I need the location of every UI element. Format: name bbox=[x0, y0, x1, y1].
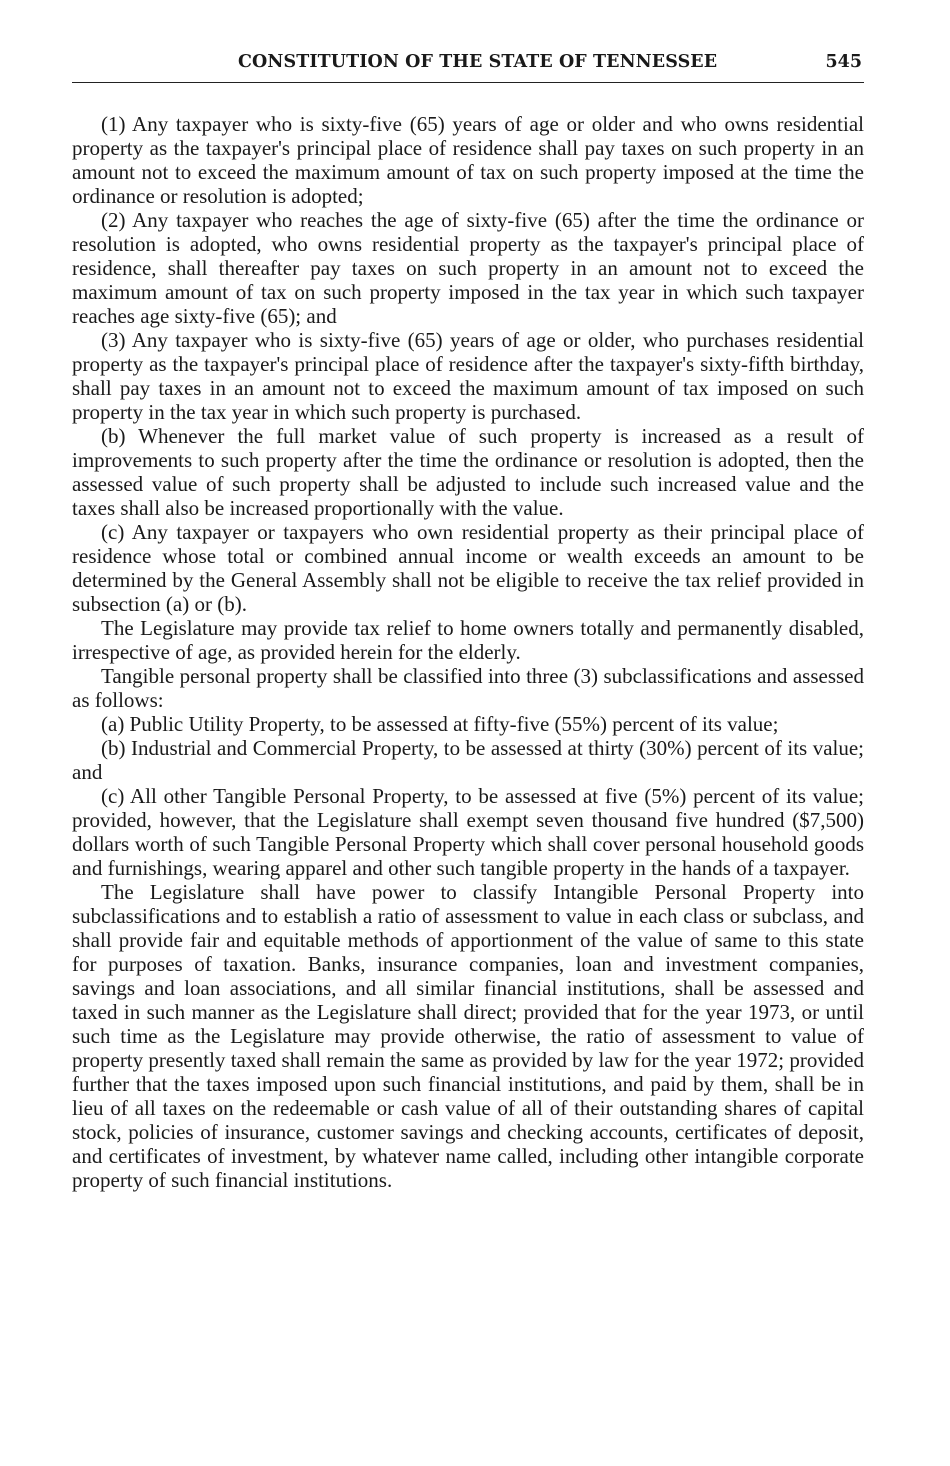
body-text bbox=[72, 112, 864, 1192]
document-page bbox=[72, 50, 864, 1192]
paragraph-disabled-relief: The Legislature may provide tax relief to home owners totally and permanently disabled, irrespective of age, as provided herein for the elderly. bbox=[72, 616, 864, 664]
paragraph-1: (1) Any taxpayer who is sixty-five (65) years of age or older and who owns residential property as the taxpayer's principal place of residence shall pay taxes on such property in an amount not to exceed the maximum amount of tax on such property imposed at the time the ordinance or resolution is adopted; bbox=[72, 112, 864, 208]
paragraph-c: (c) Any taxpayer or taxpayers who own residential property as their principal place of residence whose total or combined annual income or wealth exceeds an amount to be determined by the General Assembly shall not be eligible to receive the tax relief provided in subsection (a) or (b). bbox=[72, 520, 864, 616]
paragraph-tangible-intro: Tangible personal property shall be classified into three (3) subclassifications and assessed as follows: bbox=[72, 664, 864, 712]
paragraph-b: (b) Whenever the full market value of such property is increased as a result of improvements to such property after the time the ordinance or resolution is adopted, then the assessed value of such property shall be adjusted to include such increased value and the taxes shall also be increased proportionally with the value. bbox=[72, 424, 864, 520]
paragraph-intangible: The Legislature shall have power to classify Intangible Personal Property into subclassifications and to establish a ratio of assessment to value in each class or subclass, and shall provide fair and equitable methods of apportionment of the value of same to this state for purposes of taxation. Banks, insurance companies, loan and investment companies, savings and loan associations, and all similar financial institutions, shall be assessed and taxed in such manner as the Legislature shall direct; provided that for the year 1973, or until such time as the Legislature may provide otherwise, the ratio of assessment to value of property presently taxed shall remain the same as provided by law for the year 1972; provided further that the taxes imposed upon such financial institutions, and paid by them, shall be in lieu of all taxes on the redeemable or cash value of all of their outstanding shares of capital stock, policies of insurance, customer savings and checking accounts, certificates of deposit, and certificates of investment, by whatever name called, including other intangible corporate property of such financial institutions. bbox=[72, 880, 864, 1192]
running-title: CONSTITUTION OF THE STATE OF TENNESSEE bbox=[238, 52, 718, 72]
page-number: 545 bbox=[825, 52, 862, 72]
running-header bbox=[72, 50, 864, 83]
paragraph-3: (3) Any taxpayer who is sixty-five (65) years of age or older, who purchases residential property as the taxpayer's principal place of residence after the taxpayer's sixty-fifth birthday, shall pay taxes in an amount not to exceed the maximum amount of tax imposed on such property in the tax year in which such property is purchased. bbox=[72, 328, 864, 424]
paragraph-2: (2) Any taxpayer who reaches the age of sixty-five (65) after the time the ordinance or resolution is adopted, who owns residential property as the taxpayer's principal place of residence, shall thereafter pay taxes on such property in an amount not to exceed the maximum amount of tax on such property imposed in the tax year in which such taxpayer reaches age sixty-five (65); and bbox=[72, 208, 864, 328]
paragraph-tangible-a: (a) Public Utility Property, to be assessed at fifty-five (55%) percent of its value; bbox=[101, 712, 779, 736]
paragraph-tangible-c: (c) All other Tangible Personal Property, to be assessed at five (5%) percent of its value; provided, however, that the Legislature shall exempt seven thousand five hundred ($7,500) dollars worth of such Tangible Personal Property which shall cover personal household goods and furnishings, wearing apparel and other such tangible property in the hands of a taxpayer. bbox=[72, 784, 864, 880]
paragraph-tangible-b: (b) Industrial and Commercial Property, to be assessed at thirty (30%) percent of its value; and bbox=[72, 736, 864, 784]
